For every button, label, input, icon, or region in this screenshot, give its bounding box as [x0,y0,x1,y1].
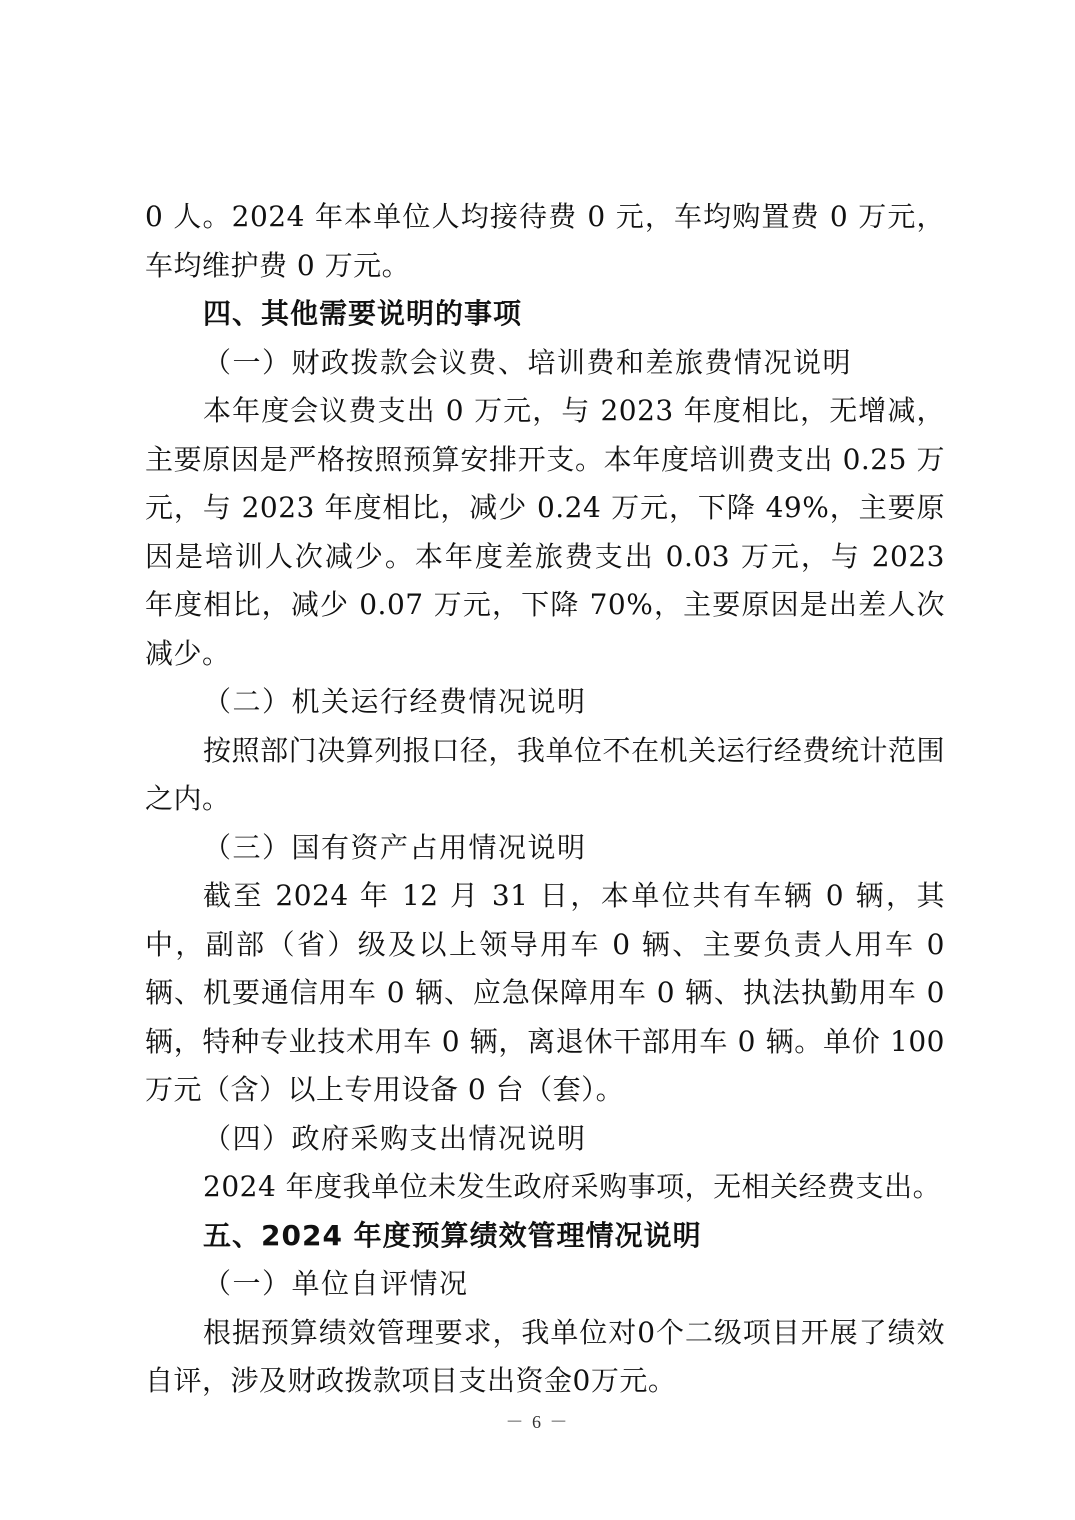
page-number: － 6 － [505,1412,570,1432]
subsection-heading-self-evaluation: （一）单位自评情况 [203,1267,469,1300]
subsection-heading-operating-expenses: （二）机关运行经费情况说明 [203,685,587,718]
section-heading-4: 四、其他需要说明的事项 [203,297,523,330]
paragraph-procurement: 2024 年度我单位未发生政府采购事项，无相关经费支出。 [203,1170,942,1203]
subsection-heading-state-assets: （三）国有资产占用情况说明 [203,830,587,864]
paragraph-self-evaluation: 根据预算绩效管理要求，我单位对0个二级项目开展了绩效自评，涉及财政拨款项目支出资金0万元。 [145,1315,945,1397]
paragraph-continuation: 0 人。2024 年本单位人均接待费 0 元，车均购置费 0 万元，车均维护费 0 万元。 [145,200,945,282]
paragraph-state-assets: 截至 2024 年 12 月 31 日，本单位共有车辆 0 辆，其中，副部（省）级及以上领导用车 0 辆、主要负责人用车 0 辆、机要通信用车 0 辆、应急保障用车 0 辆、执法执勤用车 0 辆，特种专业技术用车 0 辆，离退休干部用车 0 辆。单价 100 万元（含）以上专用设备 0 台（套）。 [145,879,945,1106]
subsection-heading-meeting-training-travel: （一）财政拨款会议费、培训费和差旅费情况说明 [203,345,853,379]
paragraph-meeting-training-travel: 本年度会议费支出 0 万元，与 2023 年度相比，无增减，主要原因是严格按照预算安排开支。本年度培训费支出 0.25 万元，与 2023 年度相比，减少 0.24 万元，下降 49%，主要原因是培训人次减少。本年度差旅费支出 0.03 万元，与 2023 年度相比，减少 0.07 万元，下降 70%，主要原因是出差人次减少。 [145,394,945,670]
document-body [145,193,945,1406]
subsection-heading-procurement: （四）政府采购支出情况说明 [203,1121,587,1155]
paragraph-operating-expenses: 按照部门决算列报口径，我单位不在机关运行经费统计范围之内。 [145,733,945,815]
section-heading-5: 五、2024 年度预算绩效管理情况说明 [203,1218,702,1252]
